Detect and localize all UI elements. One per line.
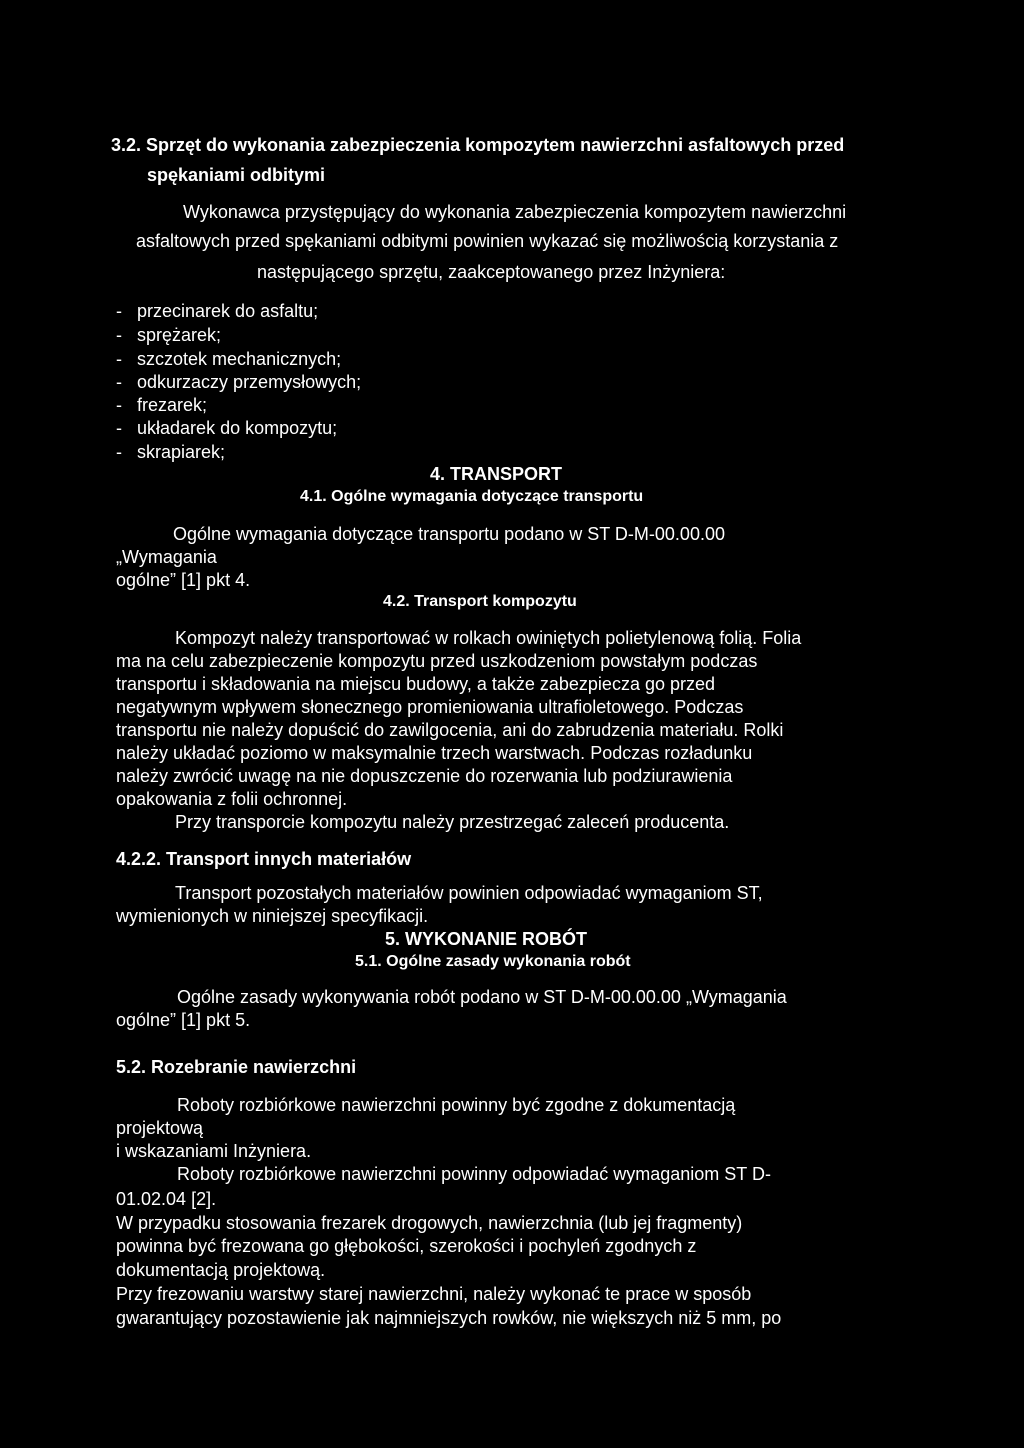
list-item: - układarek do kompozytu; [116, 418, 338, 438]
section-4-2-2-heading: 4.2.2. Transport innych materiałów [116, 849, 412, 869]
list-item: - przecinarek do asfaltu; [116, 301, 319, 321]
paragraph-line: gwarantujący pozostawienie jak najmniejszych rowków, nie większych niż 5 mm, po [116, 1308, 782, 1328]
section-5-1-heading: 5.1. Ogólne zasady wykonania robót [355, 953, 631, 970]
list-dash: - [116, 301, 122, 321]
paragraph-line: dokumentacją projektową. [116, 1260, 326, 1280]
list-dash: - [116, 349, 122, 369]
paragraph-line: Wykonawca przystępujący do wykonania zabezpieczenia kompozytem nawierzchni [183, 202, 847, 222]
paragraph-line: wymienionych w niniejszej specyfikacji. [116, 906, 429, 926]
section-3-2-heading-cont: spękaniami odbitymi [147, 165, 326, 185]
paragraph-line: Przy transporcie kompozytu należy przestrzegać zaleceń producenta. [175, 812, 730, 832]
paragraph-line: Roboty rozbiórkowe nawierzchni powinny odpowiadać wymaganiom ST D- [177, 1164, 771, 1184]
paragraph-line: i wskazaniami Inżyniera. [116, 1141, 312, 1161]
paragraph-line: „Wymagania [116, 547, 217, 567]
paragraph-line: transportu nie należy dopuścić do zawilgocenia, ani do zabrudzenia materiału. Rolki [116, 720, 784, 740]
paragraph-line: Przy frezowaniu warstwy starej nawierzchni, należy wykonać te prace w sposób [116, 1284, 752, 1304]
list-dash: - [116, 395, 122, 415]
paragraph-line: ogólne” [1] pkt 4. [116, 570, 251, 590]
paragraph-line: negatywnym wpływem słonecznego promieniowania ultrafioletowego. Podczas [116, 697, 744, 717]
section-4-1-heading: 4.1. Ogólne wymagania dotyczące transportu [300, 488, 644, 505]
section-3-2-heading: 3.2. Sprzęt do wykonania zabezpieczenia kompozytem nawierzchni asfaltowych przed [111, 135, 845, 155]
list-dash: - [116, 418, 122, 438]
list-item: - odkurzaczy przemysłowych; [116, 372, 362, 392]
paragraph-line: Ogólne zasady wykonywania robót podano w ST D-M-00.00.00 „Wymagania [177, 987, 787, 1007]
paragraph-line: 01.02.04 [2]. [116, 1189, 217, 1209]
paragraph-line: powinna być frezowana go głębokości, szerokości i pochyleń zgodnych z [116, 1236, 697, 1256]
list-dash: - [116, 325, 122, 345]
paragraph-line: Ogólne wymagania dotyczące transportu podano w ST D-M-00.00.00 [173, 524, 725, 544]
list-item: - szczotek mechanicznych; [116, 349, 342, 369]
section-5-2-heading: 5.2. Rozebranie nawierzchni [116, 1057, 357, 1077]
paragraph-line: należy zwrócić uwagę na nie dopuszczenie do rozerwania lub podziurawienia [116, 766, 733, 786]
paragraph-line: należy układać poziomo w maksymalnie trzech warstwach. Podczas rozładunku [116, 743, 753, 763]
list-item: - frezarek; [116, 395, 208, 415]
paragraph-line: W przypadku stosowania frezarek drogowych, nawierzchnia (lub jej fragmenty) [116, 1213, 743, 1233]
list-item: - skrapiarek; [116, 442, 226, 462]
paragraph-line: ma na celu zabezpieczenie kompozytu przed uszkodzeniom powstałym podczas [116, 651, 758, 671]
chapter-5-title: 5. WYKONANIE ROBÓT [385, 929, 588, 949]
chapter-4-title: 4. TRANSPORT [430, 464, 563, 484]
paragraph-line: Transport pozostałych materiałów powinien odpowiadać wymaganiom ST, [175, 883, 763, 903]
paragraph-line: opakowania z folii ochronnej. [116, 789, 348, 809]
list-dash: - [116, 372, 122, 392]
paragraph-line: Kompozyt należy transportować w rolkach owiniętych polietylenową folią. Folia [175, 628, 802, 648]
paragraph-line: asfaltowych przed spękaniami odbitymi powinien wykazać się możliwością korzystania z [136, 231, 839, 251]
list-item: - sprężarek; [116, 325, 222, 345]
paragraph-line: następującego sprzętu, zaakceptowanego przez Inżyniera: [257, 262, 726, 282]
paragraph-line: Roboty rozbiórkowe nawierzchni powinny być zgodne z dokumentacją [177, 1095, 736, 1115]
section-4-2-heading: 4.2. Transport kompozytu [383, 593, 577, 610]
paragraph-line: transportu i składowania na miejscu budowy, a także zabezpiecza go przed [116, 674, 716, 694]
paragraph-line: ogólne” [1] pkt 5. [116, 1010, 251, 1030]
list-dash: - [116, 442, 122, 462]
paragraph-line: projektową [116, 1118, 204, 1138]
